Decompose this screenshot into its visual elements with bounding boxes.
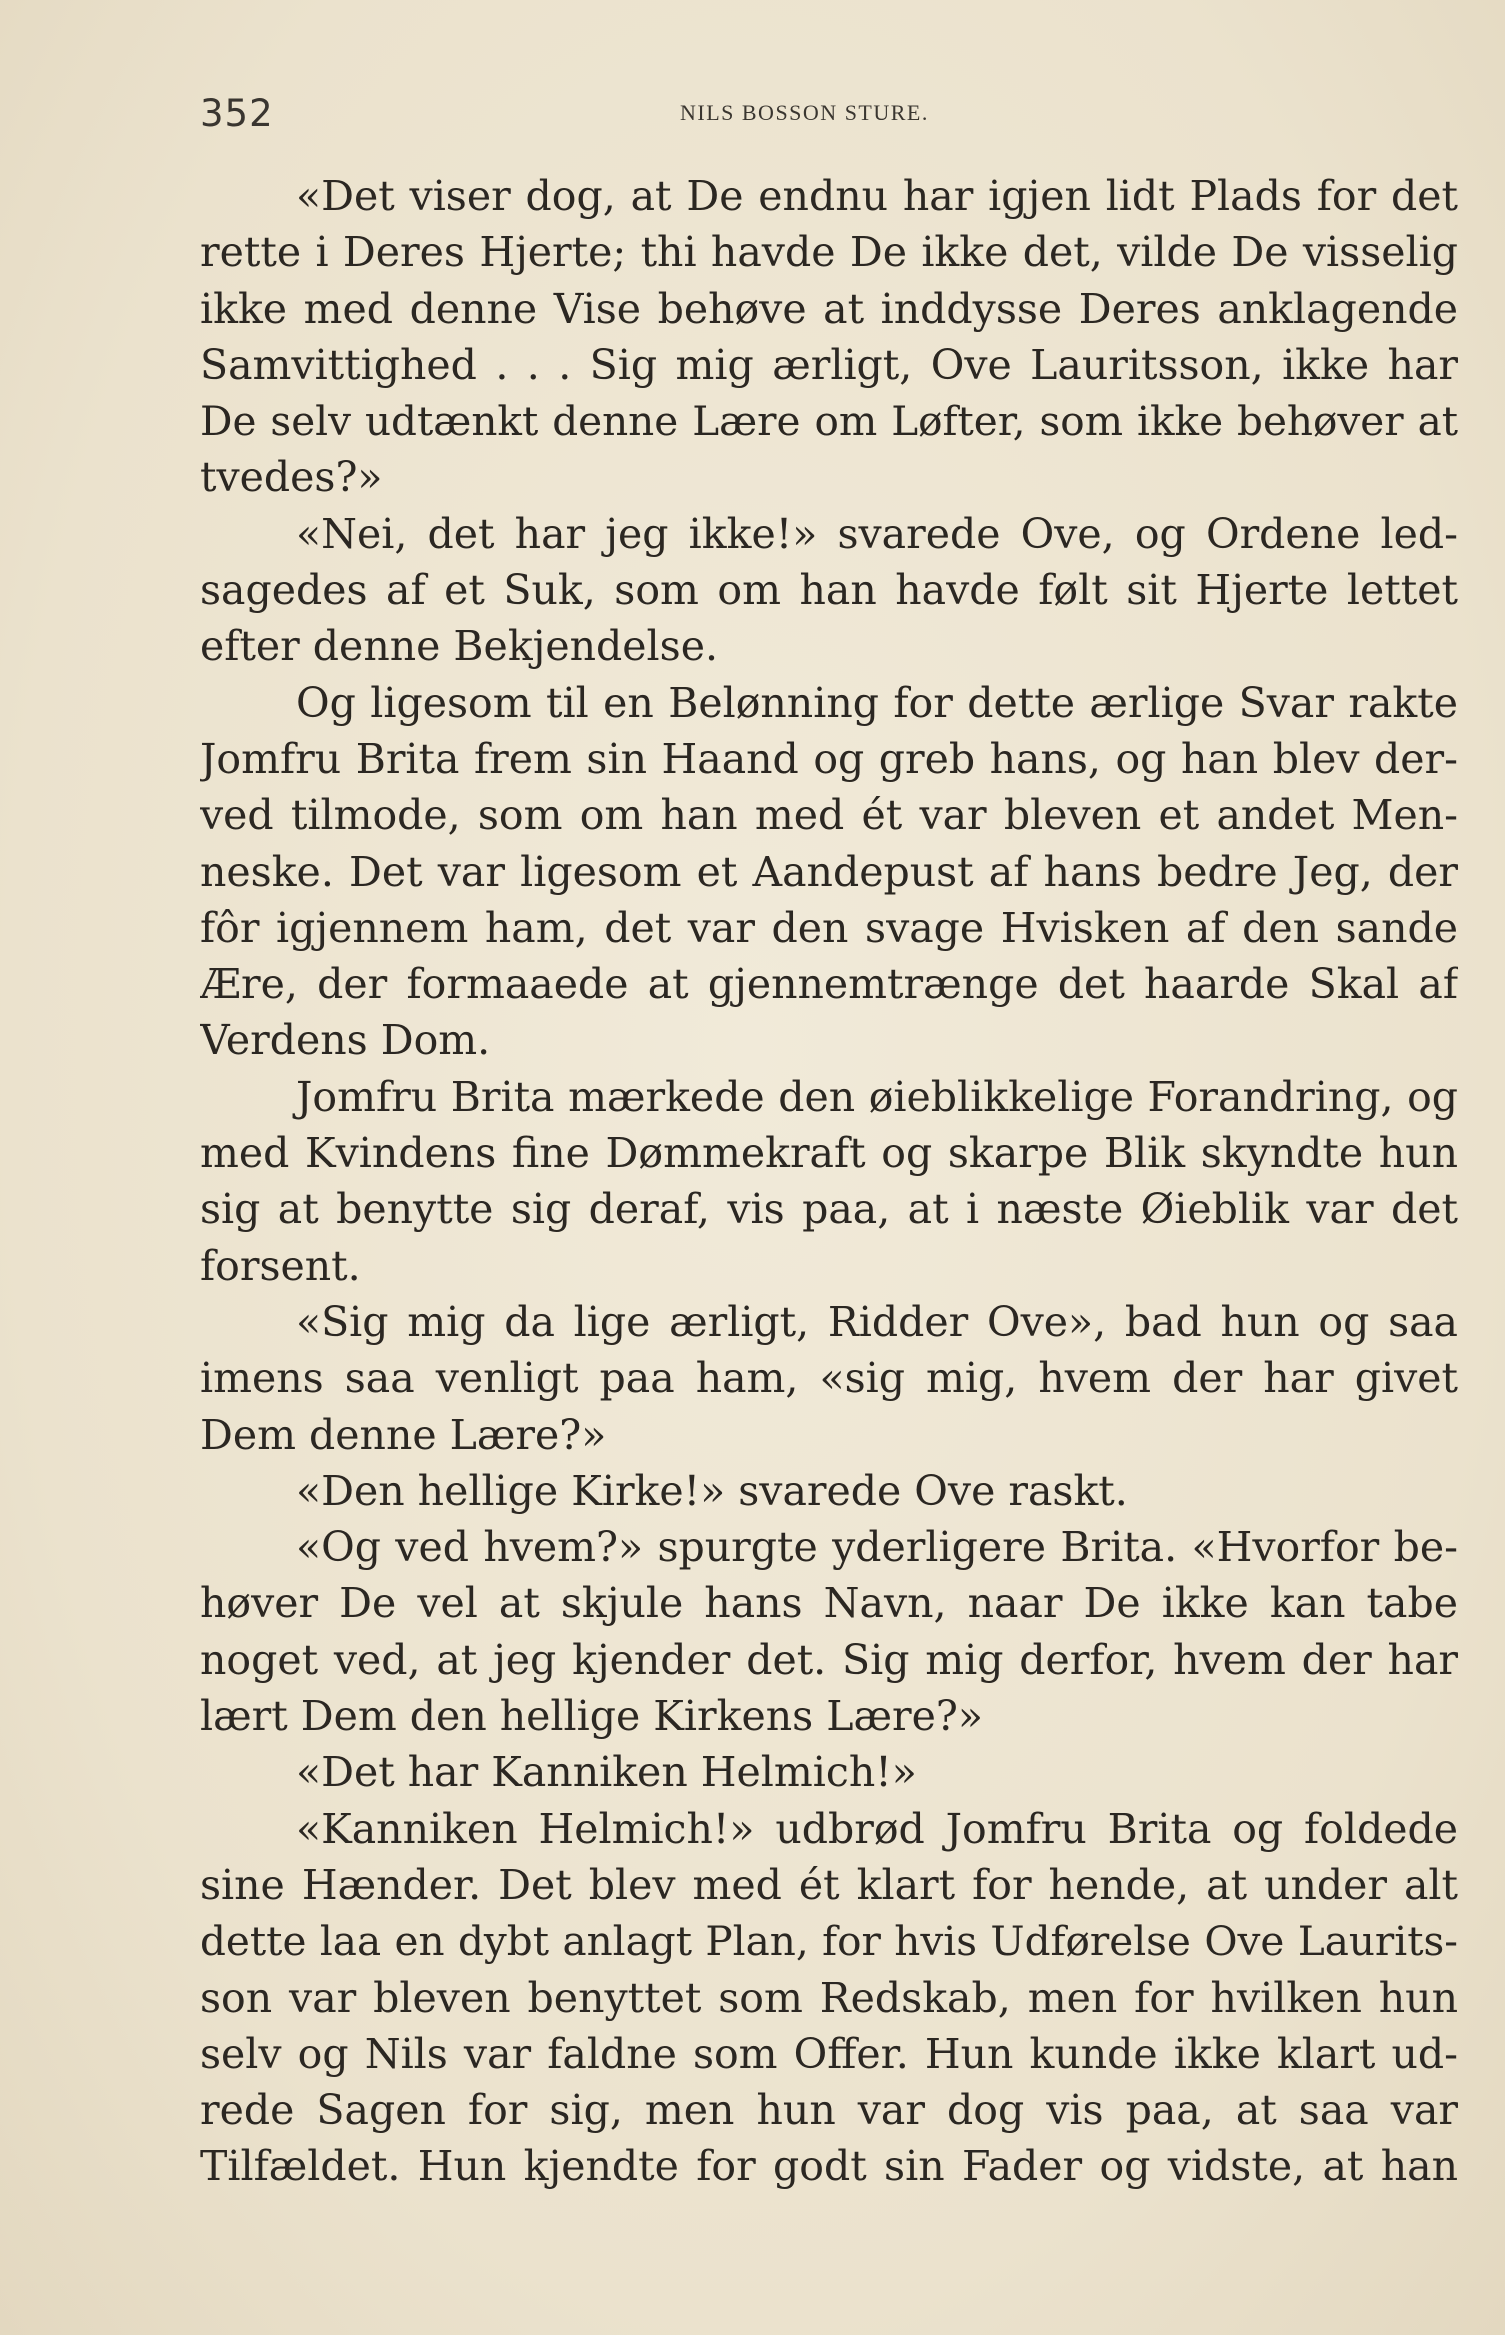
text-line: sine Hænder. Det blev med ét klart for hende, at under alt: [200, 1860, 1458, 1909]
text-line: sagedes af et Suk, som om han havde følt sit Hjerte lettet: [200, 566, 1458, 615]
text-line: noget ved, at jeg kjender det. Sig mig derfor, hvem der har: [200, 1635, 1458, 1684]
page-header: [200, 92, 1460, 152]
text-line: ikke med denne Vise behøve at inddysse Deres anklagende: [200, 284, 1458, 333]
text-line: imens saa venligt paa ham, «sig mig, hvem der har givet: [200, 1354, 1458, 1403]
page-number: 352: [200, 92, 274, 135]
text-line: rette i Deres Hjerte; thi havde De ikke det, vilde De visselig: [200, 228, 1458, 277]
text-line: «Den hellige Kirke!» svarede Ove raskt.: [296, 1466, 1128, 1515]
text-line: med Kvindens fine Dømmekraft og skarpe Blik skyndte hun: [200, 1129, 1458, 1178]
text-line: rede Sagen for sig, men hun var dog vis paa, at saa var: [200, 2086, 1458, 2135]
text-line: Dem denne Lære?»: [200, 1410, 607, 1459]
text-line: dette laa en dybt anlagt Plan, for hvis Udførelse Ove Laurits-: [200, 1917, 1458, 1966]
text-line: sig at benytte sig deraf, vis paa, at i næste Øieblik var det: [200, 1185, 1458, 1234]
text-line: Verdens Dom.: [200, 1016, 491, 1065]
text-line: «Kanniken Helmich!» udbrød Jomfru Brita og foldede: [296, 1804, 1458, 1853]
text-line: Og ligesom til en Belønning for dette ærlige Svar rakte: [296, 678, 1458, 727]
text-line: tvedes?»: [200, 453, 383, 502]
body-text: [200, 168, 1458, 2195]
text-line: Samvittighed . . . Sig mig ærligt, Ove Lauritsson, ikke har: [200, 340, 1458, 389]
text-line: efter denne Bekjendelse.: [200, 622, 719, 671]
text-line: neske. Det var ligesom et Aandepust af hans bedre Jeg, der: [200, 847, 1458, 896]
running-title: NILS BOSSON STURE.: [680, 100, 929, 125]
text-line: Jomfru Brita frem sin Haand og greb hans, og han blev der-: [200, 734, 1458, 783]
text-line: «Og ved hvem?» spurgte yderligere Brita. «Hvorfor be-: [296, 1523, 1458, 1572]
text-line: Tilfældet. Hun kjendte for godt sin Fader og vidste, at han: [200, 2142, 1458, 2191]
text-line: selv og Nils var faldne som Offer. Hun kunde ikke klart ud-: [200, 2029, 1458, 2078]
text-line: son var bleven benyttet som Redskab, men for hvilken hun: [200, 1973, 1458, 2022]
text-line: høver De vel at skjule hans Navn, naar De ikke kan tabe: [200, 1579, 1458, 1628]
text-line: De selv udtænkt denne Lære om Løfter, som ikke behøver at: [200, 397, 1458, 446]
text-line: «Det har Kanniken Helmich!»: [296, 1748, 917, 1797]
text-line: fôr igjennem ham, det var den svage Hvisken af den sande: [200, 903, 1458, 952]
text-line: forsent.: [200, 1241, 361, 1290]
text-line: «Sig mig da lige ærligt, Ridder Ove», bad hun og saa: [296, 1297, 1458, 1346]
text-line: ved tilmode, som om han med ét var bleven et andet Men-: [200, 791, 1458, 840]
text-line: «Det viser dog, at De endnu har igjen lidt Plads for det: [296, 172, 1458, 220]
text-line: Ære, der formaaede at gjennemtrænge det haarde Skal af: [200, 960, 1458, 1009]
text-line: «Nei, det har jeg ikke!» svarede Ove, og Ordene led-: [296, 509, 1458, 558]
text-line: Jomfru Brita mærkede den øieblikkelige Forandring, og: [296, 1072, 1458, 1121]
text-line: lært Dem den hellige Kirkens Lære?»: [200, 1692, 983, 1741]
